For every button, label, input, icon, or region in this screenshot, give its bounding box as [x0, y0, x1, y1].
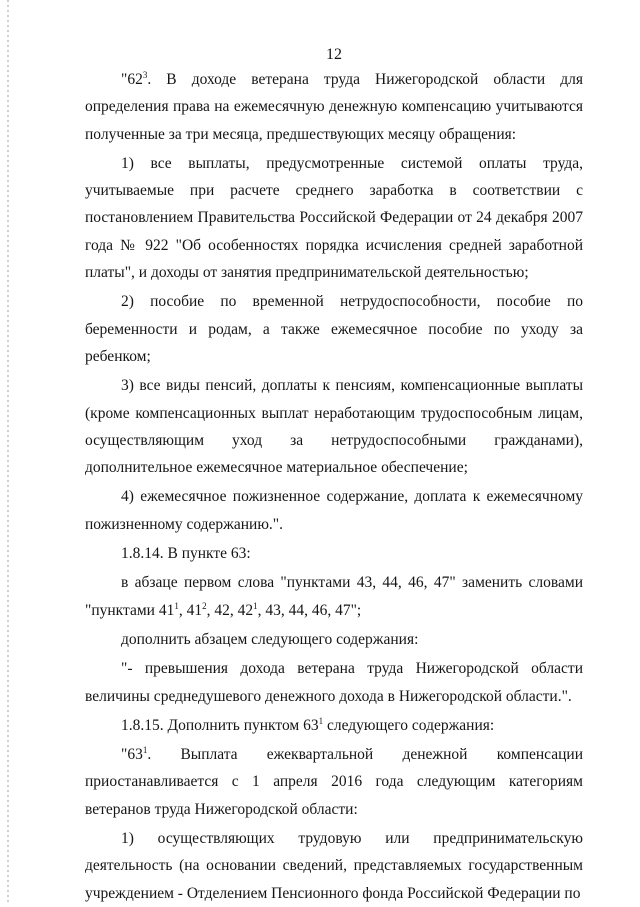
text-run: 2) пособие по временной нетрудоспособности, пособие по беременности и родам, а также ежемесячное пособие по уходу за ребенком; [85, 293, 583, 365]
text-run: 4) ежемесячное пожизненное содержание, доплата к ежемесячному пожизненному содержанию.". [85, 488, 583, 533]
text-run: 1) осуществляющих трудовую или предпринимательскую деятельность (на основании сведений, представляемых государственным учреждением - Отделением Пенсионного фонда Российской Федерации по [85, 830, 583, 902]
text-run: "63 [121, 746, 143, 764]
page-number: 12 [326, 46, 342, 63]
scan-edge-line [7, 0, 9, 905]
paragraph-exceeding-income [85, 655, 583, 710]
text-run: дополнить абзацем следующего содержания: [121, 630, 419, 648]
text-run: . В доходе ветерана труда Нижегородской области для определения права на ежемесячную денежную компенсацию учитываются полученные за три месяца, предшествующих месяцу обращения: [85, 71, 583, 143]
text-run: "- превышения дохода ветерана труда Нижегородской области величины среднедушевого денежного дохода в Нижегородской области.". [85, 660, 583, 705]
superscript: 3 [142, 70, 148, 80]
text-run: "62 [121, 71, 143, 88]
paragraph-add-clause [85, 626, 583, 653]
paragraph-amend-first [85, 569, 583, 624]
paragraph-item-4 [85, 483, 583, 538]
text-run: следующего содержания: [323, 716, 495, 734]
superscript: 1 [318, 715, 324, 726]
paragraph-63-1 [85, 741, 583, 823]
paragraph-63-1-item-1 [85, 825, 583, 907]
paragraph-1-8-15 [85, 712, 583, 739]
paragraph-62-3 [85, 66, 583, 148]
text-run: 1.8.15. Дополнить пунктом 63 [121, 716, 319, 734]
text-run: , 41 [178, 601, 203, 619]
superscript: 1 [142, 745, 148, 756]
superscript: 1 [174, 600, 179, 611]
superscript: 2 [202, 600, 207, 611]
text-run: в абзаце первом слова "пунктами 43, 44, 46, 47" заменить словами "пунктами 41 [85, 574, 583, 619]
text-run: , 42, 42 [206, 601, 254, 619]
paragraph-item-2 [85, 288, 583, 370]
text-run: 1) все выплаты, предусмотренные системой оплаты труда, учитываемые при расчете среднего заработка в соответствии с постановлением Правительства Российской Федерации от 24 декабря 2007 года № 922 "Об особенностях порядка исчисления средней заработной платы", и доходы от занятия предпринимательской деятельностью; [85, 154, 583, 282]
text-run: 1.8.14. В пункте 63: [121, 545, 251, 563]
paragraph-item-1 [85, 150, 583, 286]
text-run: 3) все виды пенсий, доплаты к пенсиям, компенсационные выплаты (кроме компенсационных выплат неработающим трудоспособным лицам, осуществляющим уход за нетрудоспособными гражданами), дополнительное ежемесячное материальное обеспечение; [85, 377, 583, 477]
paragraph-item-3 [85, 372, 583, 481]
paragraph-1-8-14 [85, 540, 583, 567]
document-body [85, 66, 583, 907]
text-run: . Выплата ежеквартальной денежной компенсации приостанавливается с 1 апреля 2016 года следующим категориям ветеранов труда Нижегородской области: [85, 746, 583, 818]
superscript: 1 [253, 600, 258, 611]
text-run: , 43, 44, 46, 47"; [257, 601, 362, 619]
